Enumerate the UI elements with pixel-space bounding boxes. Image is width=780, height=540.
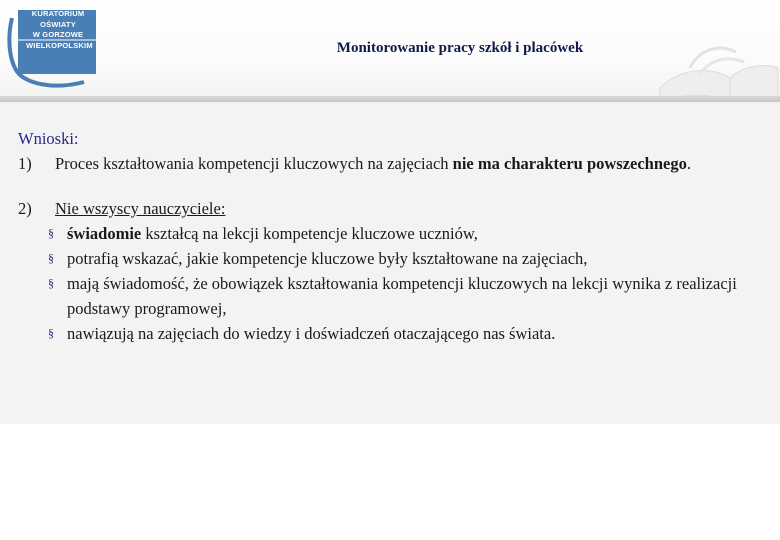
bullet-text-part: kształcą na lekcji kompetencje kluczowe uczniów,: [141, 224, 478, 243]
logo-line: W GORZOWE: [32, 30, 84, 39]
bullet-item: [48, 321, 766, 346]
item-text-part: .: [686, 154, 691, 173]
logo-text: [26, 9, 93, 51]
bullet-bold: świadomie: [67, 224, 142, 243]
slide-title: Monitorowanie pracy szkół i placówek: [336, 40, 584, 56]
item-text-bold: nie ma charakteru powszechnego: [452, 154, 687, 173]
item-number: 1): [18, 154, 32, 173]
logo-line: KURATORIUM: [31, 9, 85, 18]
item-number: 2): [18, 199, 32, 218]
bullet-text: mają świadomość, że obowiązek kształtowania kompetencji kluczowych na lekcji wynika z realizacji podstawy programowej,: [67, 274, 737, 318]
bullet-text: nawiązują na zajęciach do wiedzy i doświadczeń otaczającego nas świata.: [67, 324, 556, 343]
list-item: [18, 196, 766, 221]
bullet-text: potrafią wskazać, jakie kompetencje kluczowe były kształtowane na zajęciach,: [67, 249, 588, 268]
item-text: [55, 151, 766, 176]
open-book-icon: [640, 38, 780, 102]
bullet-item: [48, 271, 766, 321]
bullet-icon: §: [48, 326, 54, 340]
bullet-icon: §: [48, 226, 54, 240]
bullet-item: [48, 221, 766, 246]
bullet-icon: §: [48, 276, 54, 290]
item-heading: Nie wszyscy nauczyciele:: [55, 199, 226, 218]
header-divider: [0, 96, 780, 102]
conclusions-heading: Wnioski:: [18, 129, 79, 148]
slide-content: [18, 126, 766, 346]
bullet-icon: §: [48, 251, 54, 265]
bullet-item: [48, 246, 766, 271]
slide-header: [0, 0, 780, 104]
item-text-part: Proces kształtowania kompetencji kluczowych na zajęciach: [55, 154, 453, 173]
list-item: [18, 151, 766, 176]
bullet-text: [67, 221, 766, 246]
logo-line: OŚWIATY: [40, 19, 76, 29]
logo-line: WIELKOPOLSKIM: [26, 40, 93, 50]
